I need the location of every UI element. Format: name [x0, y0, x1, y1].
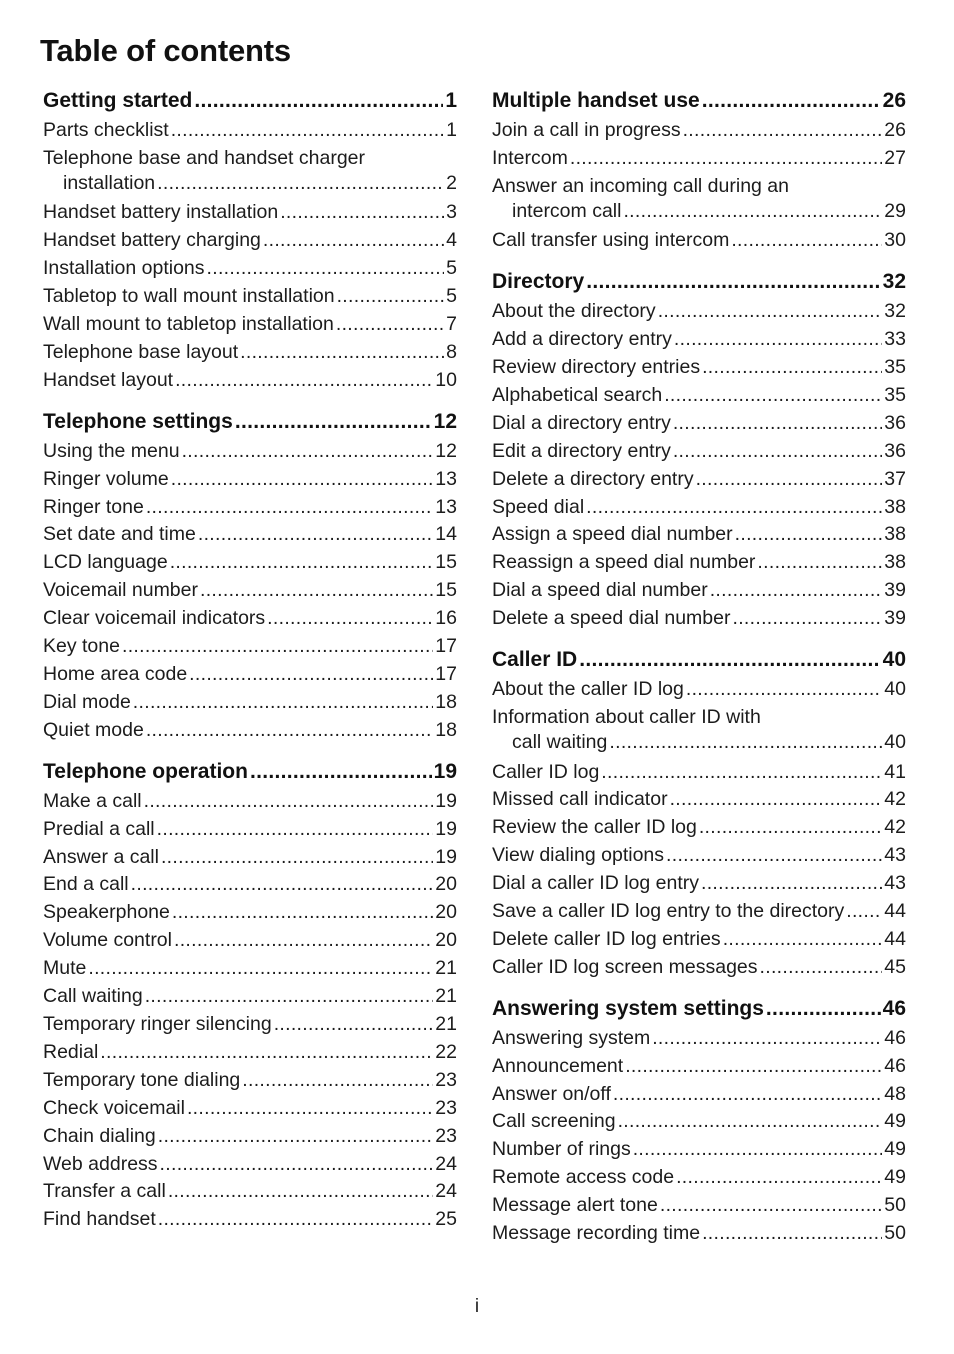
toc-entry[interactable]: Mute ..... 21 [43, 955, 457, 983]
toc-entry[interactable]: Set date and time ..... 14 [43, 521, 457, 549]
toc-entry[interactable]: About the directory ..... 32 [492, 298, 906, 326]
toc-entry[interactable]: LCD language ..... 15 [43, 549, 457, 577]
toc-section-heading[interactable]: Caller ID ..... 40 [492, 645, 906, 674]
toc-entry[interactable]: Assign a speed dial number ..... 38 [492, 521, 906, 549]
toc-entry[interactable]: Ringer tone ..... 13 [43, 494, 457, 522]
toc-entry[interactable]: Call waiting ..... 21 [43, 983, 457, 1011]
toc-section-multiple-handset-use [492, 86, 906, 255]
toc-entry[interactable]: Review directory entries ..... 35 [492, 354, 906, 382]
toc-section-heading[interactable]: Multiple handset use ..... 26 [492, 86, 906, 115]
toc-entry[interactable]: Add a directory entry ..... 33 [492, 326, 906, 354]
toc-entry[interactable]: Transfer a call ..... 24 [43, 1178, 457, 1206]
toc-section-answering-system-settings [492, 994, 906, 1248]
toc-entry[interactable]: Home area code ..... 17 [43, 661, 457, 689]
toc-section-heading[interactable]: Telephone operation ..... 19 [43, 757, 457, 786]
toc-entry[interactable]: Join a call in progress ..... 26 [492, 117, 906, 145]
toc-entry[interactable]: Dial mode ..... 18 [43, 689, 457, 717]
toc-entry[interactable]: Call screening ..... 49 [492, 1108, 906, 1136]
toc-entry[interactable]: Web address ..... 24 [43, 1151, 457, 1179]
toc-entry[interactable]: Answer a call ..... 19 [43, 844, 457, 872]
toc-entry[interactable]: Dial a speed dial number ..... 39 [492, 577, 906, 605]
toc-section-heading[interactable]: Directory ..... 32 [492, 267, 906, 296]
toc-entry[interactable]: Answering system ..... 46 [492, 1025, 906, 1053]
toc-entry[interactable]: Message recording time ..... 50 [492, 1220, 906, 1248]
toc-entry[interactable]: Volume control ..... 20 [43, 927, 457, 955]
toc-entry[interactable]: Wall mount to tabletop installation ..... 7 [43, 311, 457, 339]
toc-entry[interactable]: Call transfer using intercom ..... 30 [492, 227, 906, 255]
toc-section-telephone-operation [43, 757, 457, 1235]
toc-entry[interactable]: Voicemail number ..... 15 [43, 577, 457, 605]
toc-entry[interactable]: Delete a speed dial number ..... 39 [492, 605, 906, 633]
toc-entry[interactable]: Temporary ringer silencing ..... 21 [43, 1011, 457, 1039]
toc-entry[interactable]: Handset battery installation ..... 3 [43, 199, 457, 227]
toc-entry[interactable]: Ringer volume ..... 13 [43, 466, 457, 494]
toc-entry[interactable]: Telephone base and handset charger installation ..... 2 [43, 145, 457, 196]
toc-entry[interactable]: Edit a directory entry ..... 36 [492, 438, 906, 466]
toc-entry[interactable]: Installation options ..... 5 [43, 255, 457, 283]
toc-entry[interactable]: Remote access code ..... 49 [492, 1164, 906, 1192]
toc-entry[interactable]: Using the menu ..... 12 [43, 438, 457, 466]
toc-section-heading[interactable]: Getting started ..... 1 [43, 86, 457, 115]
toc-entry[interactable]: Number of rings ..... 49 [492, 1136, 906, 1164]
toc-column-left [43, 86, 457, 1246]
toc-section-getting-started [43, 86, 457, 395]
toc-entry[interactable]: View dialing options ..... 43 [492, 842, 906, 870]
toc-section-telephone-settings [43, 407, 457, 745]
toc-entry[interactable]: Handset battery charging ..... 4 [43, 227, 457, 255]
toc-entry[interactable]: Intercom ..... 27 [492, 145, 906, 173]
toc-entry[interactable]: Make a call ..... 19 [43, 788, 457, 816]
toc-section-caller-id [492, 645, 906, 982]
toc-entry[interactable]: Answer on/off ..... 48 [492, 1081, 906, 1109]
toc-entry[interactable]: Information about caller ID with call waiting ..... 40 [492, 704, 906, 755]
toc-entry[interactable]: Delete a directory entry ..... 37 [492, 466, 906, 494]
toc-entry[interactable]: Speed dial ..... 38 [492, 494, 906, 522]
toc-entry[interactable]: Missed call indicator ..... 42 [492, 786, 906, 814]
toc-entry[interactable]: Temporary tone dialing ..... 23 [43, 1067, 457, 1095]
toc-entry[interactable]: Announcement ..... 46 [492, 1053, 906, 1081]
toc-entry[interactable]: Quiet mode ..... 18 [43, 717, 457, 745]
toc-column-right [492, 86, 906, 1260]
toc-entry[interactable]: End a call ..... 20 [43, 871, 457, 899]
toc-entry[interactable]: Save a caller ID log entry to the directory ..... 44 [492, 898, 906, 926]
toc-entry[interactable]: About the caller ID log ..... 40 [492, 676, 906, 704]
toc-entry[interactable]: Alphabetical search ..... 35 [492, 382, 906, 410]
toc-entry[interactable]: Dial a directory entry ..... 36 [492, 410, 906, 438]
toc-entry[interactable]: Reassign a speed dial number ..... 38 [492, 549, 906, 577]
toc-section-heading[interactable]: Telephone settings ..... 12 [43, 407, 457, 436]
toc-entry[interactable]: Handset layout ..... 10 [43, 367, 457, 395]
page-number: i [474, 1296, 480, 1317]
toc-entry[interactable]: Review the caller ID log ..... 42 [492, 814, 906, 842]
toc-entry[interactable]: Caller ID log screen messages ..... 45 [492, 954, 906, 982]
page-title: Table of contents [40, 33, 291, 68]
toc-entry[interactable]: Parts checklist ..... 1 [43, 117, 457, 145]
toc-section-heading[interactable]: Answering system settings ..... 46 [492, 994, 906, 1023]
toc-entry[interactable]: Key tone ..... 17 [43, 633, 457, 661]
toc-entry[interactable]: Tabletop to wall mount installation ..... 5 [43, 283, 457, 311]
toc-entry[interactable]: Find handset ..... 25 [43, 1206, 457, 1234]
toc-entry[interactable]: Answer an incoming call during an intercom call ..... 29 [492, 173, 906, 224]
toc-entry[interactable]: Message alert tone ..... 50 [492, 1192, 906, 1220]
toc-entry[interactable]: Dial a caller ID log entry ..... 43 [492, 870, 906, 898]
toc-section-directory [492, 267, 906, 633]
toc-entry[interactable]: Telephone base layout ..... 8 [43, 339, 457, 367]
toc-entry[interactable]: Redial ..... 22 [43, 1039, 457, 1067]
toc-entry[interactable]: Delete caller ID log entries ..... 44 [492, 926, 906, 954]
toc-entry[interactable]: Predial a call ..... 19 [43, 816, 457, 844]
toc-entry[interactable]: Caller ID log ..... 41 [492, 759, 906, 787]
toc-entry[interactable]: Clear voicemail indicators ..... 16 [43, 605, 457, 633]
toc-entry[interactable]: Chain dialing ..... 23 [43, 1123, 457, 1151]
toc-entry[interactable]: Check voicemail ..... 23 [43, 1095, 457, 1123]
toc-entry[interactable]: Speakerphone ..... 20 [43, 899, 457, 927]
